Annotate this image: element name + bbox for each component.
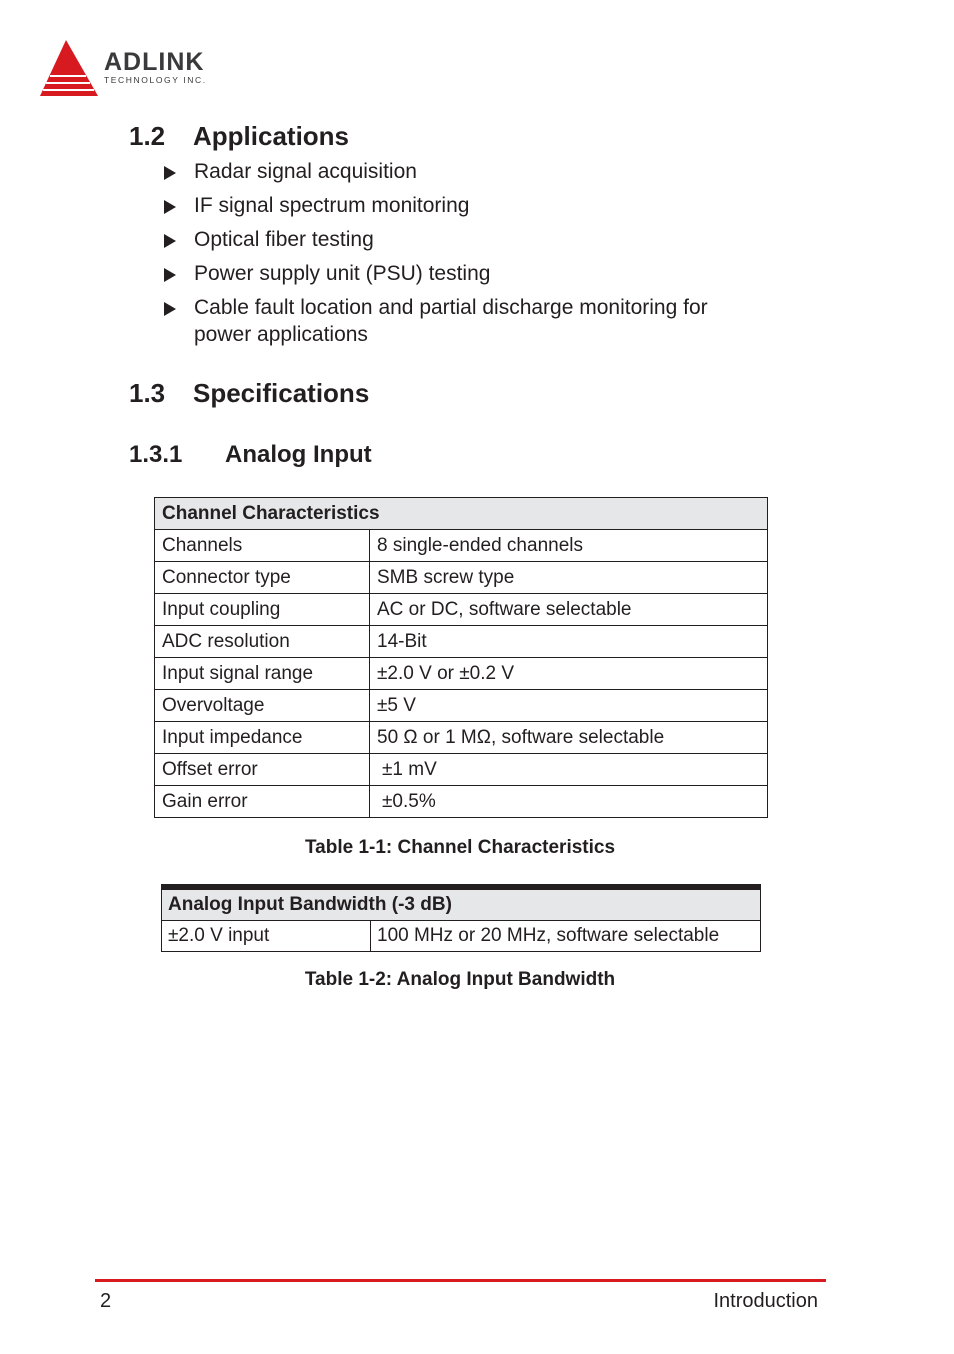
list-item-text: IF signal spectrum monitoring [194, 194, 470, 217]
applications-list [160, 158, 780, 355]
spec-label: Gain error [155, 786, 370, 818]
bullet-arrow-icon [164, 234, 176, 248]
table-caption: Table 1-1: Channel Characteristics [304, 837, 616, 858]
adlink-logo [38, 38, 238, 100]
footer-section-name: Introduction [713, 1290, 818, 1312]
table-row [162, 921, 761, 952]
bullet-arrow-icon [164, 200, 176, 214]
subsection-title: Analog Input [225, 441, 372, 468]
table-header: Analog Input Bandwidth (-3 dB) [162, 887, 761, 921]
table-header-row [162, 887, 761, 921]
table-row [155, 530, 768, 562]
footer-divider [95, 1279, 826, 1282]
table-header-row [155, 498, 768, 530]
list-item-text: Cable fault location and partial discharge monitoring for power applications [194, 296, 708, 346]
list-item [160, 294, 754, 348]
section-number: 1.3 [129, 378, 166, 408]
section-title: Applications [193, 121, 350, 151]
table-row [155, 658, 768, 690]
spec-value: ±2.0 V or ±0.2 V [370, 658, 768, 690]
list-item [160, 192, 780, 219]
spec-label: Offset error [155, 754, 370, 786]
section-title: Specifications [193, 378, 370, 408]
logo-tagline: TECHNOLOGY INC. [104, 75, 207, 85]
list-item-text: Radar signal acquisition [194, 160, 417, 183]
spec-label: ADC resolution [155, 626, 370, 658]
table-row [155, 786, 768, 818]
table-row [155, 626, 768, 658]
spec-value: 100 MHz or 20 MHz, software selectable [371, 921, 761, 952]
subsection-heading-analog-input [129, 441, 372, 469]
bullet-arrow-icon [164, 268, 176, 282]
list-item-text: Power supply unit (PSU) testing [194, 262, 491, 285]
section-number: 1.2 [129, 121, 166, 151]
list-item-text: Optical fiber testing [194, 228, 374, 251]
spec-value: SMB screw type [370, 562, 768, 594]
section-heading-specifications [129, 378, 369, 409]
spec-label: ±2.0 V input [162, 921, 371, 952]
bullet-arrow-icon [164, 166, 176, 180]
spec-label: Input coupling [155, 594, 370, 626]
spec-value: ±5 V [370, 690, 768, 722]
spec-label: Channels [155, 530, 370, 562]
table-caption: Table 1-2: Analog Input Bandwidth [304, 969, 616, 990]
spec-value: ±0.5% [370, 786, 768, 818]
list-item [160, 226, 780, 253]
spec-label: Input signal range [155, 658, 370, 690]
table-row [155, 754, 768, 786]
list-item [160, 260, 780, 287]
spec-label: Overvoltage [155, 690, 370, 722]
list-item [160, 158, 780, 185]
spec-label: Input impedance [155, 722, 370, 754]
section-heading-applications [129, 121, 349, 152]
channel-characteristics-table [154, 497, 768, 818]
spec-value: 8 single-ended channels [370, 530, 768, 562]
table-row [155, 562, 768, 594]
page-number: 2 [100, 1290, 112, 1312]
logo-name: ADLINK [104, 48, 205, 76]
spec-value: AC or DC, software selectable [370, 594, 768, 626]
table-row [155, 690, 768, 722]
analog-input-bandwidth-table [161, 884, 761, 952]
spec-value: 14-Bit [370, 626, 768, 658]
spec-value: 50 Ω or 1 MΩ, software selectable [370, 722, 768, 754]
spec-value: ±1 mV [370, 754, 768, 786]
adlink-triangle-icon [38, 38, 100, 98]
subsection-number: 1.3.1 [129, 441, 183, 468]
spec-label: Connector type [155, 562, 370, 594]
table-row [155, 594, 768, 626]
table-row [155, 722, 768, 754]
bullet-arrow-icon [164, 302, 176, 316]
table-header: Channel Characteristics [155, 498, 768, 530]
